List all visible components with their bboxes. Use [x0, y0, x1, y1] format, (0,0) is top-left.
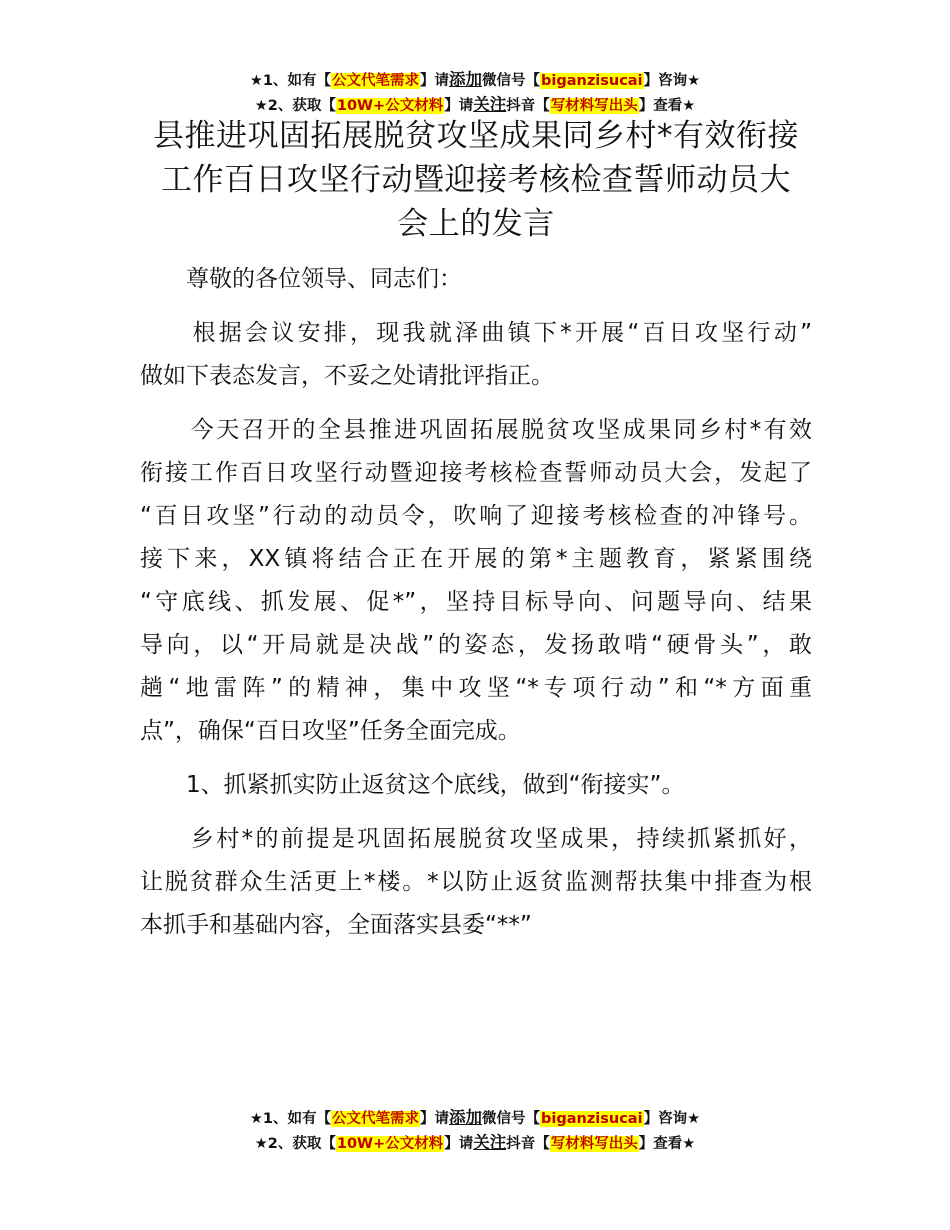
paragraph-line: 导向，以“开局就是决战”的姿态，发扬敢啃“硬骨头”，敢: [140, 632, 812, 658]
header-banner: [0, 68, 950, 118]
banner-text: 】咨询★: [643, 73, 701, 89]
banner-text: 】请: [420, 73, 450, 89]
highlight-materials: 10W+公文材料: [336, 1136, 444, 1152]
banner-text: 】咨询★: [643, 1111, 701, 1127]
paragraph-line: 乡村*的前提是巩固拓展脱贫攻坚成果，持续抓紧抓好，: [140, 826, 812, 852]
highlight-douyin-account: 写材料写出头: [550, 98, 638, 114]
banner-text: 微信号【: [482, 73, 541, 89]
underlined-text: 关注: [473, 1133, 507, 1152]
footer-banner: [0, 1106, 950, 1156]
banner-text: ★2、获取【: [254, 98, 336, 114]
salutation-paragraph: [140, 258, 812, 301]
highlight-wechat-id: biganzisucai: [541, 1111, 643, 1127]
banner-text: ★2、获取【: [254, 1136, 336, 1152]
title-line: 工作百日攻坚行动暨迎接考核检查誓师动员大: [161, 162, 791, 198]
banner-text: 】查看★: [638, 98, 696, 114]
highlight-douyin-account: 写材料写出头: [550, 1136, 638, 1152]
paragraph-line: 今天召开的全县推进巩固拓展脱贫攻坚成果同乡村*有效: [140, 417, 812, 443]
main-paragraph: [140, 409, 812, 753]
paragraph-line: “守底线、抓发展、促*”，坚持目标导向、问题导向、结果: [140, 589, 812, 615]
paragraph-line: 趟“地雷阵”的精神，集中攻坚“*专项行动”和“*方面重: [140, 675, 812, 701]
banner-text: ★1、如有【: [249, 73, 332, 89]
underlined-text: 添加: [449, 1108, 483, 1127]
paragraph-line: 点”，确保“百日攻坚”任务全面完成。: [140, 718, 521, 744]
banner-text: ★1、如有【: [249, 1111, 332, 1127]
banner-text: 】请: [444, 1136, 474, 1152]
highlight-service: 公文代笔需求: [332, 1111, 420, 1127]
highlight-wechat-id: biganzisucai: [541, 73, 643, 89]
section-heading-paragraph: [140, 764, 812, 807]
paragraph-line: 接下来，XX镇将结合正在开展的第*主题教育，紧紧围绕: [140, 546, 812, 572]
banner-text: 抖音【: [506, 98, 550, 114]
highlight-service: 公文代笔需求: [332, 73, 420, 89]
paragraph-line: 衔接工作百日攻坚行动暨迎接考核检查誓师动员大会，发起了: [140, 460, 812, 486]
underlined-text: 添加: [449, 70, 483, 89]
document-body: [140, 258, 812, 947]
banner-text: 抖音【: [506, 1136, 550, 1152]
highlight-materials: 10W+公文材料: [336, 98, 444, 114]
banner-text: 微信号【: [482, 1111, 541, 1127]
intro-paragraph: [140, 312, 812, 398]
title-line: 会上的发言: [397, 206, 555, 242]
paragraph-line: 让脱贫群众生活更上*楼。*以防止返贫监测帮扶集中排查为根: [140, 869, 812, 895]
banner-text: 】请: [420, 1111, 450, 1127]
banner-line-2: [0, 1131, 950, 1156]
paragraph-line: 做如下表态发言，不妥之处请批评指正。: [140, 363, 554, 389]
title-line: 县推进巩固拓展脱贫攻坚成果同乡村*有效衔接: [153, 118, 799, 154]
underlined-text: 关注: [473, 95, 507, 114]
banner-text: 】查看★: [638, 1136, 696, 1152]
paragraph-line: 1、抓紧抓实防止返贫这个底线，做到“衔接实”。: [140, 772, 685, 798]
paragraph-line: 尊敬的各位领导、同志们：: [140, 266, 462, 292]
banner-line-1: [0, 1106, 950, 1131]
paragraph-line: 根据会议安排，现我就泽曲镇下*开展“百日攻坚行动”: [140, 320, 812, 346]
paragraph-line: “百日攻坚”行动的动员令，吹响了迎接考核检查的冲锋号。: [140, 503, 812, 529]
banner-text: 】请: [444, 98, 474, 114]
paragraph-line: 本抓手和基础内容，全面落实县委“**”: [140, 912, 532, 938]
document-title: [140, 114, 812, 246]
section-paragraph: [140, 818, 812, 947]
banner-line-1: [0, 68, 950, 93]
